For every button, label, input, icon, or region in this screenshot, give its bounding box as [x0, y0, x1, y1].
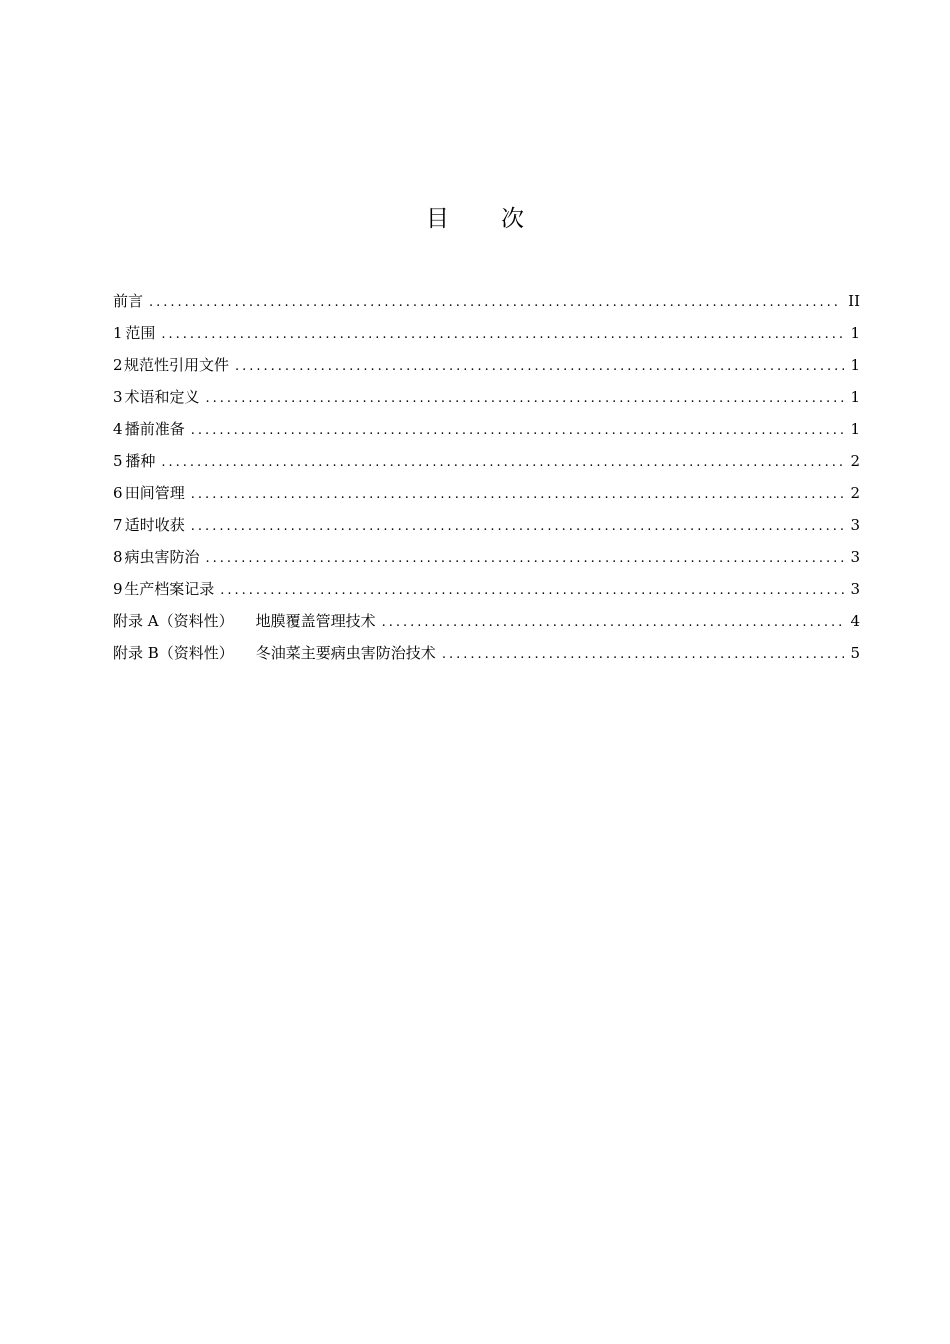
toc-title	[0, 200, 950, 233]
toc-entry-number: 4	[113, 420, 123, 438]
toc-entry-number: 9	[113, 580, 123, 598]
toc-entry-number: 2	[113, 356, 123, 374]
dot-leader	[442, 639, 844, 671]
dot-leader	[382, 607, 844, 639]
dot-leader	[206, 543, 844, 575]
toc-entry-number: 7	[113, 516, 123, 534]
dot-leader	[161, 447, 844, 479]
toc-entry-label	[113, 605, 376, 637]
toc-entry-label: 播前准备	[124, 420, 185, 438]
toc-entry-7[interactable]	[113, 509, 860, 541]
toc-entry-page: 1	[850, 356, 860, 374]
toc-entry-label: 田间管理	[124, 484, 185, 502]
toc-entry-page: 1	[850, 420, 860, 438]
toc-entry-page: 3	[850, 516, 860, 534]
toc-entry-number: 3	[113, 388, 123, 406]
dot-leader	[206, 383, 844, 415]
toc-entry-9[interactable]	[113, 573, 860, 605]
toc-entry-label: 前言	[113, 292, 144, 310]
toc-list	[113, 285, 860, 669]
toc-entry-page: 1	[850, 324, 860, 342]
toc-entry-2[interactable]	[113, 349, 860, 381]
dot-leader	[235, 351, 844, 383]
toc-entry-label: 播种	[125, 452, 156, 470]
toc-entry-3[interactable]	[113, 381, 860, 413]
toc-entry-appendix-a[interactable]	[113, 605, 860, 637]
dot-leader	[191, 511, 844, 543]
toc-entry-page: 2	[850, 452, 860, 470]
toc-entry-1[interactable]	[113, 317, 860, 349]
dot-leader	[191, 415, 844, 447]
toc-entry-page: II	[848, 292, 860, 310]
toc-title-char-1: 目	[426, 206, 449, 232]
toc-entry-preface[interactable]	[113, 285, 860, 317]
toc-entry-page: 3	[850, 548, 860, 566]
toc-entry-number: 1	[113, 324, 123, 342]
dot-leader	[220, 575, 844, 607]
toc-entry-page: 2	[850, 484, 860, 502]
dot-leader	[191, 479, 844, 511]
toc-entry-page: 3	[850, 580, 860, 598]
toc-entry-appendix-b[interactable]	[113, 637, 860, 669]
toc-entry-number: 5	[113, 452, 123, 470]
toc-entry-label: 生产档案记录	[124, 580, 215, 598]
toc-entry-number: 6	[113, 484, 123, 502]
dot-leader	[161, 319, 844, 351]
dot-leader	[149, 287, 842, 319]
toc-entry-page: 1	[850, 388, 860, 406]
toc-title-char-2: 次	[501, 206, 524, 232]
toc-entry-8[interactable]	[113, 541, 860, 573]
toc-entry-5[interactable]	[113, 445, 860, 477]
toc-entry-label: 术语和定义	[124, 388, 200, 406]
appendix-title: 冬油菜主要病虫害防治技术	[255, 644, 436, 662]
toc-entry-label: 范围	[125, 324, 156, 342]
toc-entry-6[interactable]	[113, 477, 860, 509]
toc-entry-label: 适时收获	[124, 516, 185, 534]
toc-entry-label	[113, 637, 436, 669]
toc-entry-number: 8	[113, 548, 123, 566]
toc-entry-page: 4	[850, 612, 860, 630]
toc-entry-4[interactable]	[113, 413, 860, 445]
toc-entry-page: 5	[850, 644, 860, 662]
appendix-title: 地膜覆盖管理技术	[255, 612, 376, 630]
toc-entry-label: 规范性引用文件	[123, 356, 229, 374]
appendix-prefix: 附录 A（资料性）	[113, 612, 234, 630]
appendix-prefix: 附录 B（资料性）	[113, 644, 234, 662]
toc-entry-label: 病虫害防治	[124, 548, 200, 566]
